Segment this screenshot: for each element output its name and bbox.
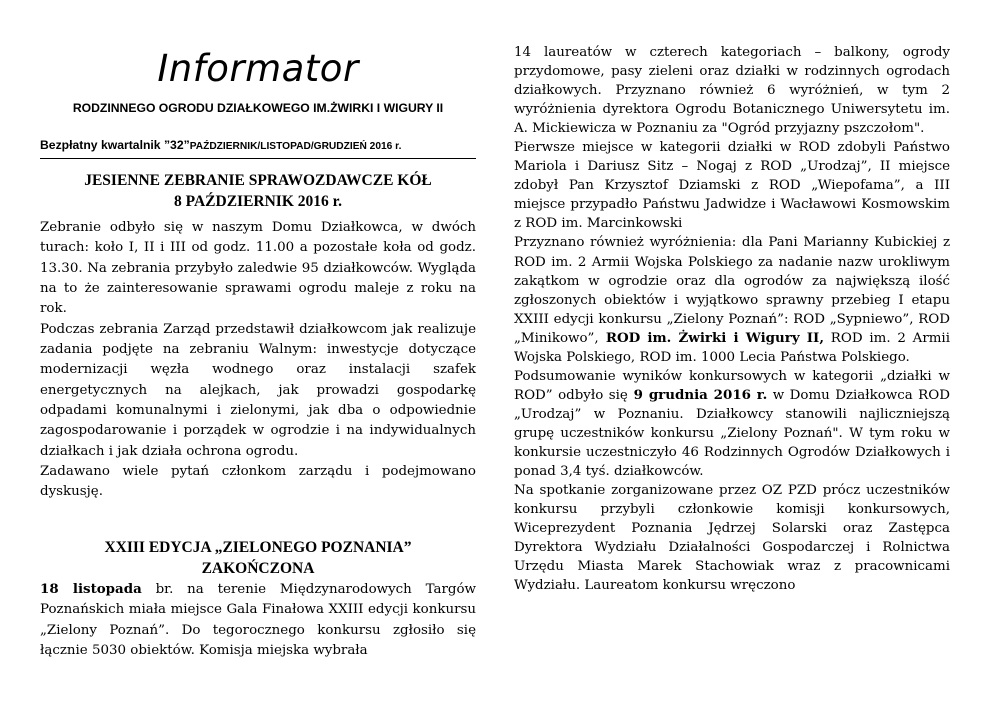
- article2-heading-line2: ZAKOŃCZONA: [201, 560, 315, 577]
- distinctions-text-end: ROD im. 2 Armii Wojska Polskiego, ROD im. 1000 Lecia Państwa Polskiego.: [514, 330, 950, 365]
- article1-paragraph1: Zebranie odbyło się w naszym Domu Działkowca, w dwóch turach: koło I, II i III od godz. 11.00 a pozostałe koła od godz. 13.30. Na zebrania przybyło zaledwie 95 działkowców. Wygląda na to że zainteresowanie sprawami ogrodu maleje z roku na rok.: [40, 220, 476, 317]
- article2-continued: [514, 43, 950, 595]
- article2-heading: [40, 537, 476, 579]
- article2-paragraph-laureates: 14 laureatów w czterech kategoriach – balkony, ogrody przydomowe, pasy zieleni oraz działki w rodzinnych ogrodach działkowych. Przyznano również 6 wyróżnień, w tym 2 wyróżnienia dyrektora Ogrodu Botanicznego Uniwersytetu im. A. Mickiewicza w Poznaniu za "Ogród przyjazny pszczołom".: [514, 45, 950, 137]
- article2-intro: [40, 579, 476, 661]
- summary-text: Podsumowanie wyników konkursowych w kategorii „działki w ROD” odbyło się: [514, 368, 950, 403]
- article2-heading-line1: XXIII EDYCJA „ZIELONEGO POZNANIA”: [104, 539, 412, 556]
- masthead-title: Informator: [157, 47, 359, 90]
- issue-months: PAŹDZIERNIK/LISTOPAD/GRUDZIEŃ 2016 r.: [189, 141, 402, 152]
- article2-intro-paragraph: [40, 579, 476, 661]
- article2-paragraph-summary: [514, 367, 950, 481]
- article1-heading-line1: JESIENNE ZEBRANIE SPRAWOZDAWCZE KÓŁ: [84, 172, 432, 189]
- article1-body: [40, 218, 476, 503]
- article2-paragraph-meeting: Na spotkanie zorganizowane przez OZ PZD prócz uczestników konkursu przybyli członkowie komisji konkursowych, Wiceprezydent Poznania Jędrzej Solarski oraz Zastępca Dyrektora Wydziału Działalności Gospodarczej i Rolnictwa Urzędu Miasta Marek Stachowiak wraz z pracownicami Wydziału. Laureatom konkursu wręczono: [514, 483, 950, 594]
- issue-label: Bezpłatny kwartalnik ”32”: [40, 138, 190, 152]
- article1-paragraph3: Zadawano wiele pytań członkom zarządu i podejmowano dyskusję.: [40, 464, 476, 500]
- masthead-subtitle: RODZINNEGO OGRODU DZIAŁKOWEGO IM.ŻWIRKI I WIGURY II: [72, 101, 444, 115]
- issue-line: [40, 138, 476, 152]
- article2-paragraph-distinctions: [514, 233, 950, 366]
- article1-paragraph2: Podczas zebrania Zarząd przedstawił działkowcom jak realizuje zadania podjęte na zebraniu Walnym: inwestycje dotyczące modernizacji węzła wodnego oraz instalacji szafek energetycznych na alejkach, jak prowadzi gospodarkę odpadami komunalnymi i zielonymi, jak dba o odpowiednie zagospodarowanie i porządek w ogrodzie i na indywidualnych działkach i jak działa ochrona ogrodu.: [40, 321, 476, 459]
- article2-intro-text: br. na terenie Międzynarodowych Targów Poznańskich miała miejsce Gala Finałowa XXIII edycji konkursu „Zielony Poznań”. Do tegorocznego konkursu zgłosiło się łącznie 5030 obiektów. Komisja miejska wybrała: [40, 582, 476, 659]
- article2-paragraph-winners: Pierwsze miejsce w kategorii działki w ROD zdobyli Państwo Mariola i Dariusz Sitz – Nogaj z ROD „Urodzaj”, II miejsce zdobył Pan Krzysztof Dziamski z ROD „Wiepofama”, a III miejsce przypadło Państwu Jadwidze i Wacławowi Kosmowskim z ROD im. Marcinkowski: [514, 140, 950, 232]
- masthead-rule: [40, 158, 476, 159]
- article1-heading-line2: 8 PAŹDZIERNIK 2016 r.: [174, 193, 342, 210]
- distinctions-bold-garden: ROD im. Żwirki i Wigury II,: [598, 329, 824, 346]
- summary-text-end: w Domu Działkowca ROD „Urodzaj” w Poznaniu. Działkowcy stanowili najliczniejszą grupę uczestników konkursu „Zielony Poznań". W tym roku w konkursie uczestniczyło 46 Rodzinnych Ogrodów Działkowych i ponad 3,4 tyś. działkowców.: [514, 387, 950, 480]
- summary-date: 9 grudnia 2016 r.: [627, 386, 768, 403]
- distinctions-text: Przyznano również wyróżnienia: dla Pani Marianny Kubickiej z ROD im. 2 Armii Wojska Polskiego za nadanie nazw urokliwym zakątkom w ogrodzie oraz dla ogrodów za największą ilość zgłoszonych obiektów i wyjątkowo sprawny przebieg I etapu XXIII edycji konkursu „Zielony Poznań”: ROD „Sypniewo”, ROD „Minikowo”,: [514, 235, 950, 346]
- article1-heading: [40, 170, 476, 212]
- article2-intro-date: 18 listopada: [40, 581, 142, 597]
